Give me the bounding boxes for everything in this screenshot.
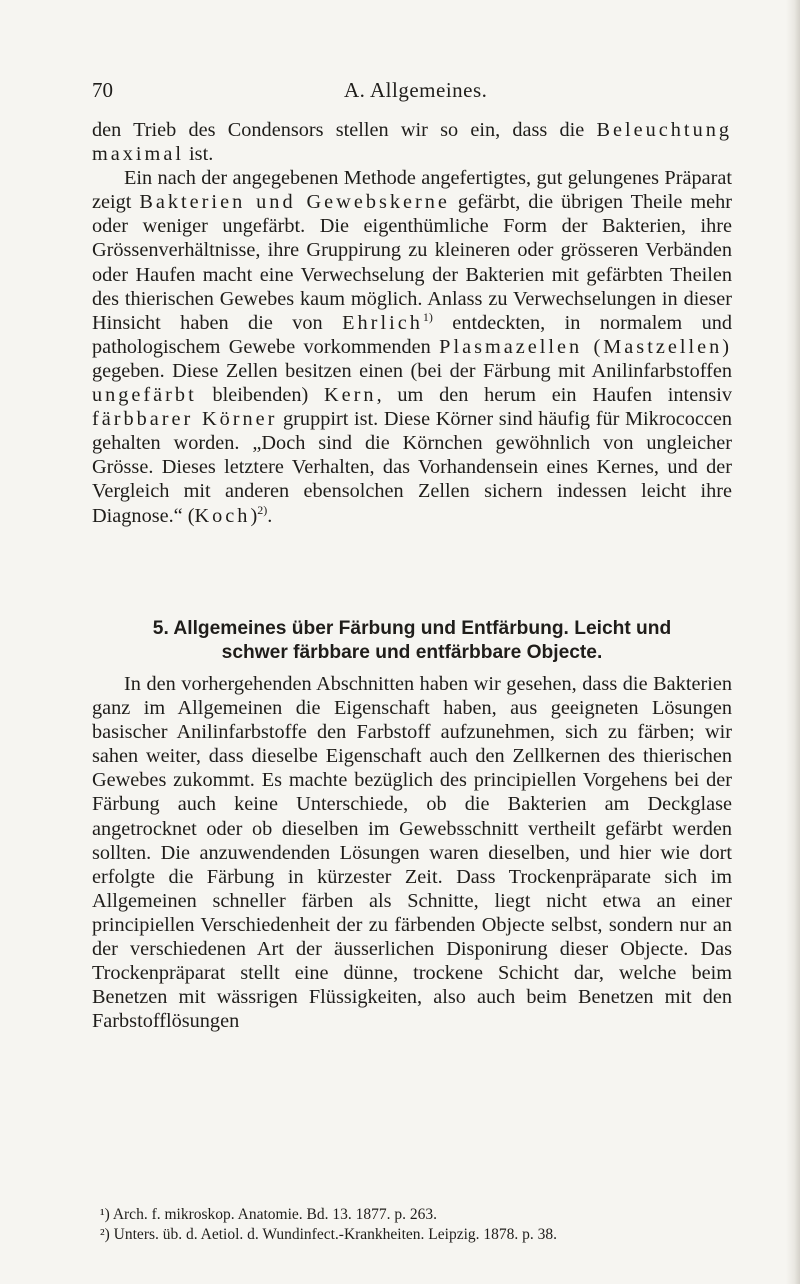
text-run: ist. xyxy=(183,143,214,166)
running-head: A. Allgemeines. xyxy=(344,78,488,102)
paragraph-continuation xyxy=(92,118,732,166)
footnote-ref: 2) xyxy=(257,502,268,517)
author-name: Ehrlich xyxy=(342,311,423,334)
footnote: ²) Unters. üb. d. Aetiol. d. Wundinfect.-Krankheiten. Leipzig. 1878. p. 38. xyxy=(100,1225,558,1243)
emphasis-text: Beleuchtung maximal xyxy=(92,119,732,166)
emphasis-text: färbbarer Körner xyxy=(92,408,278,431)
page-number: 70 xyxy=(92,78,113,102)
paragraph xyxy=(92,166,732,527)
text-run: gegeben. Diese Zellen besitzen einen (bei der Färbung mit Anilinfarbstoffen xyxy=(92,359,732,382)
paragraph: In den vorhergehenden Abschnitten haben wir gesehen, dass die Bakterien ganz im Allgemeinen die Eigenschaft haben, aus geeigneten Lösungen basischer Anilinfarbstoffe den Farbstoff aufzunehmen, sich zu färben; wir sahen weiter, dass dieselbe Eigenschaft auch den Zellkernen des thierischen Gewebes zukommt. Es machte bezüglich des principiellen Vorgehens bei der Färbung auch keine Unterschiede, ob die Bakterien am Deckglase angetrocknet oder ob dieselben im Gewebsschnitt vertheilt gefärbt werden sollten. Die anzuwendenden Lösungen waren dieselben, und hier wie dort erfolgte die Färbung in kürzester Zeit. Dass Trockenpräparate sich im Allgemeinen schneller färben als Schnitte, liegt nicht etwa an einer principiellen Verschiedenheit der zu färbenden Objecte selbst, sondern nur an der verschiedenen Art der äusserlichen Disponirung dieser Objecte. Das Trockenpräparat stellt eine dünne, trockene Schicht dar, welche beim Benetzen mit wässrigen Flüssigkeiten, also auch beim Benetzen mit den Farbstofflösungen xyxy=(92,673,732,1033)
text-run: ) xyxy=(250,504,258,527)
text-run: gefärbt, die übrigen Theile mehr oder weniger ungefärbt. Die eigenthümliche Form der Bakterien, ihre Grössenverhältnisse, ihre Gruppirung zu kleineren oder grösseren Verbänden oder Haufen macht eine Verwechselung der Bakterien mit gefärbten Theilen des thierischen Gewebes kaum möglich. Anlass zu Verwechselungen in dieser Hinsicht haben die von xyxy=(92,191,732,334)
section-body xyxy=(92,672,732,1033)
footnote: ¹) Arch. f. mikroskop. Anatomie. Bd. 13. 1877. p. 263. xyxy=(100,1206,438,1223)
author-name: Koch xyxy=(194,504,251,527)
page-header xyxy=(92,78,732,108)
emphasis-text: ungefärbt xyxy=(92,384,197,407)
page-edge-shadow xyxy=(786,0,800,1284)
emphasis-text: Plasmazellen (Mastzellen) xyxy=(439,335,732,358)
text-run: Ein nach der angegebenen Methode angefertigtes, gut gelungenes Präparat zeigt xyxy=(92,167,732,214)
emphasis-text: Kern xyxy=(324,384,377,407)
footnote-ref: 1) xyxy=(422,309,433,324)
body-text xyxy=(92,118,732,528)
text-run: , um den herum ein Haufen intensiv xyxy=(376,384,733,407)
text-run: bleibenden) xyxy=(196,384,325,407)
section-heading-line: schwer färbbare und entfärbbare Objecte. xyxy=(221,642,603,663)
text-run: gruppirt ist. Diese Körner sind häufig für Mikrococcen gehalten worden. „Doch sind die Körnchen gewöhnlich von ungleicher Grösse. Dieses letztere Verhalten, das Vorhandensein eines Kernes, und der Vergleich mit anderen ebensolchen Zellen sichern indessen leicht ihre Diagnose.“ ( xyxy=(92,408,732,527)
emphasis-text: Bakterien und Gewebskerne xyxy=(139,191,450,214)
text-run: den Trieb des Condensors stellen wir so ein, dass die xyxy=(92,119,597,141)
section-heading xyxy=(92,617,732,665)
text-run: . xyxy=(267,504,273,527)
text-run: entdeckten, in normalem und pathologischem Gewebe vorkommenden xyxy=(92,311,732,358)
section-heading-line: 5. Allgemeines über Färbung und Entfärbung. Leicht und xyxy=(152,618,672,639)
footnotes xyxy=(100,1205,740,1244)
